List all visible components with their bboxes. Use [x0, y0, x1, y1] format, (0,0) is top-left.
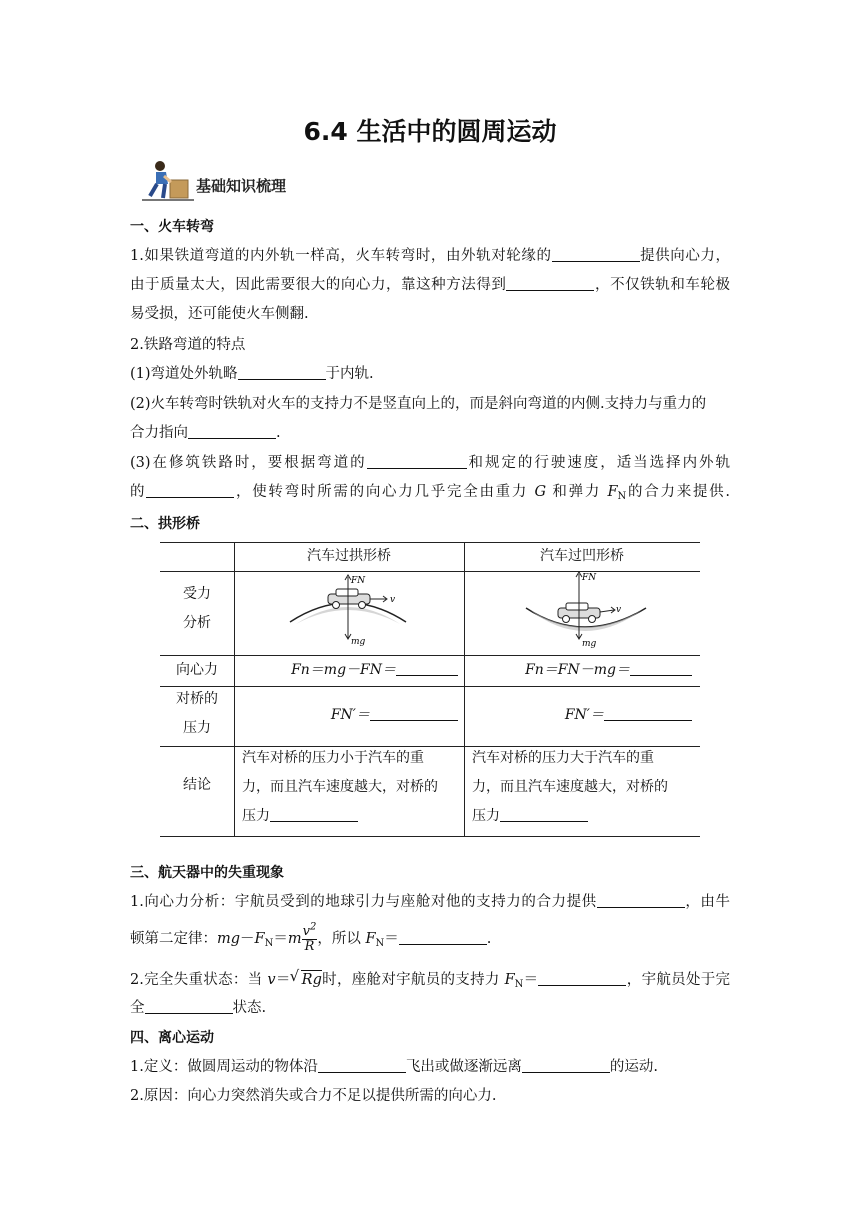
section-heading-3: 三、航天器中的失重现象 [130, 865, 284, 881]
paragraph-line: 1.如果铁道弯道的内外轨一样高，火车转弯时，由外轨对轮缘的 提供向心力， [130, 248, 730, 264]
section-heading-4: 四、离心运动 [130, 1030, 214, 1046]
row-label: 受力 [183, 586, 211, 602]
page-title: 6.4 生活中的圆周运动 [303, 117, 557, 146]
fn-label: FN [351, 576, 366, 586]
conclusion-arch: 汽车对桥的压力小于汽车的重 力，而且汽车速度越大，对桥的 压力 [242, 750, 438, 824]
row-label: 向心力 [176, 662, 218, 678]
row-label: 分析 [183, 615, 211, 631]
answer-blank[interactable] [500, 807, 588, 822]
mg-label: mg [582, 639, 597, 649]
answer-blank[interactable] [552, 247, 640, 262]
answer-blank[interactable] [604, 706, 692, 721]
v-label: v [616, 605, 622, 615]
pressure-formula-concave: FN′＝ [464, 701, 692, 730]
paragraph-line: (1)弯道处外轨略 于内轨. [130, 366, 374, 382]
section-heading-2: 二、拱形桥 [130, 516, 200, 532]
answer-blank[interactable] [506, 276, 594, 291]
person-pushing-box-icon [138, 158, 194, 208]
pressure-formula-arch: FN′＝ [234, 701, 458, 730]
paragraph-line: 合力指向 . [130, 425, 281, 441]
centripetal-formula-arch: Fn＝mg－FN＝ [234, 655, 458, 686]
paragraph-line: 2.完全失重状态：当 v＝√ Rg时，座舱对宇航员的支持力 $F_N=$ ，宇航员处于完 [130, 970, 730, 989]
conclusion-concave: 汽车对桥的压力大于汽车的重 力，而且汽车速度越大，对桥的 压力 [472, 750, 668, 824]
answer-blank[interactable] [145, 999, 233, 1014]
paragraph-line: 由于质量太大，因此需要很大的向心力，靠这种方法得到 ，不仅铁轨和车轮极 [130, 277, 730, 293]
paragraph-line: 1.定义：做圆周运动的物体沿 飞出或做逐渐远离 的运动. [130, 1059, 658, 1075]
answer-blank[interactable] [318, 1058, 406, 1073]
paragraph-line: 顿第二定律：$mg-F_N=m$ $\frac{v^2}{R}$ ，所以 $F_N=$ . [130, 921, 492, 954]
mg-label: mg [351, 637, 366, 647]
centripetal-formula-concave: Fn＝FN－mg＝ [464, 655, 692, 686]
paragraph-line: (2)火车转弯时铁轨对火车的支持力不是竖直向上的，而是斜向弯道的内侧.支持力与重力的 [130, 396, 707, 412]
arch-bridge-force-diagram [286, 574, 416, 654]
answer-blank[interactable] [367, 454, 467, 469]
answer-blank[interactable] [146, 483, 234, 498]
answer-blank[interactable] [522, 1058, 610, 1073]
answer-blank[interactable] [370, 706, 458, 721]
table-header: 汽车过凹形桥 [540, 548, 624, 564]
banner-label: 基础知识梳理 [196, 177, 287, 195]
answer-blank[interactable] [538, 971, 626, 986]
paragraph-line: 2.铁路弯道的特点 [130, 337, 246, 353]
answer-blank[interactable] [270, 807, 358, 822]
paragraph-line: 易受损，还可能使火车侧翻. [130, 306, 309, 322]
paragraph-line: 1.向心力分析：宇航员受到的地球引力与座舱对他的支持力的合力提供 ，由牛 [130, 894, 730, 910]
paragraph-line: 的 ，使转弯时所需的向心力几乎完全由重力 G 和弹力 $F_N$的合力来提供. [130, 484, 731, 502]
answer-blank[interactable] [597, 893, 685, 908]
v-label: v [390, 595, 396, 605]
answer-blank[interactable] [238, 365, 326, 380]
section-heading-1: 一、火车转弯 [130, 219, 214, 235]
row-label: 对桥的 [176, 691, 218, 707]
paragraph-line: 2.原因：向心力突然消失或合力不足以提供所需的向心力. [130, 1088, 497, 1104]
row-label: 压力 [183, 720, 211, 736]
answer-blank[interactable] [396, 661, 458, 676]
answer-blank[interactable] [630, 661, 692, 676]
paragraph-line: 全 状态. [130, 1000, 267, 1016]
paragraph-line: (3)在修筑铁路时，要根据弯道的 和规定的行驶速度，适当选择内外轨 [130, 455, 731, 471]
bridge-comparison-table [160, 542, 700, 836]
row-label: 结论 [183, 777, 211, 793]
answer-blank[interactable] [399, 930, 487, 945]
fn-label: FN [582, 573, 597, 583]
table-header: 汽车过拱形桥 [307, 548, 391, 564]
answer-blank[interactable] [188, 424, 276, 439]
concave-bridge-force-diagram [522, 570, 652, 654]
section-banner [138, 158, 338, 208]
